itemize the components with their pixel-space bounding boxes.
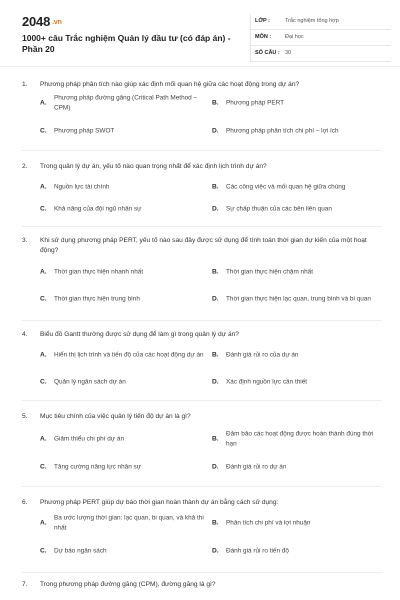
option-letter: B. — [212, 435, 219, 443]
question-divider — [22, 226, 382, 227]
option-text: Quản lý ngân sách dự án — [54, 378, 126, 386]
option-a[interactable] — [40, 261, 200, 283]
option-text: Phương pháp phân tích chi phí – lợi ích — [226, 127, 339, 135]
option-b[interactable] — [212, 512, 372, 534]
option-text: Phân tích chi phí và lợi nhuận — [226, 519, 311, 527]
question-text: Phương pháp PERT giúp dự báo thời gian hoàn thành dự án bằng cách sử dụng: — [40, 499, 279, 506]
option-d[interactable] — [212, 288, 372, 310]
document-title: 1000+ câu Trắc nghiệm Quản lý đầu tư (có đáp án) - Phần 20 — [22, 33, 231, 54]
option-letter: A. — [40, 99, 47, 107]
question-text: Trong phương pháp đường găng (CPM), đường găng là gì? — [40, 581, 216, 588]
option-letter: C. — [40, 205, 47, 213]
option-text: Đảm bảo các hoạt động được hoàn thành đúng thời hạn — [226, 430, 374, 447]
option-text: Xác định nguồn lực cần thiết — [226, 378, 308, 386]
option-c[interactable] — [40, 288, 200, 310]
question-number: 5. — [22, 413, 28, 420]
option-text: Đánh giá rủi ro dự án — [226, 463, 287, 471]
question-number: 7. — [22, 581, 28, 588]
option-b[interactable] — [212, 428, 372, 450]
option-letter: A. — [40, 519, 47, 527]
option-text: Thời gian thực hiện nhanh nhất — [54, 268, 144, 276]
option-text: Dự báo ngân sách — [54, 547, 107, 555]
meta-value: Đại học — [285, 34, 304, 40]
option-letter: D. — [212, 127, 219, 135]
option-letter: D. — [212, 378, 219, 386]
question-number: 1. — [22, 81, 28, 88]
option-letter: B. — [212, 183, 219, 191]
meta-row-subject — [251, 30, 391, 46]
question-divider — [22, 486, 382, 487]
option-b[interactable] — [212, 261, 372, 283]
option-b[interactable] — [212, 344, 372, 366]
option-a[interactable] — [40, 176, 200, 198]
question-number: 4. — [22, 331, 28, 338]
page-header — [0, 0, 400, 66]
site-logo[interactable] — [22, 14, 62, 29]
meta-row-count — [251, 46, 391, 62]
option-text: Phương pháp PERT — [226, 99, 285, 107]
option-c[interactable] — [40, 198, 200, 220]
option-text: Thời gian thực hiện lạc quan, trung bình và bi quan — [226, 295, 371, 303]
option-letter: A. — [40, 183, 47, 191]
question-number: 2. — [22, 163, 28, 170]
option-text: Thời gian thực hiện chậm nhất — [226, 268, 313, 276]
option-text: Phương pháp SWOT — [54, 127, 115, 135]
question-divider — [22, 320, 382, 321]
option-text: Phương pháp đường găng (Critical Path Method – CPM) — [54, 94, 198, 111]
option-letter: C. — [40, 127, 47, 135]
option-letter: B. — [212, 99, 219, 107]
option-letter: A. — [40, 268, 47, 276]
meta-key: MÔN : — [255, 34, 272, 40]
option-text: Nguồn lực tài chính — [54, 183, 110, 191]
option-letter: C. — [40, 378, 47, 386]
option-text: Tăng cường năng lực nhân sự — [54, 463, 142, 471]
meta-key: LỚP : — [255, 18, 270, 24]
option-text: Ba ước lượng thời gian: lạc quan, bi quan, và khả thi nhất — [54, 514, 204, 531]
question-divider — [22, 150, 382, 151]
option-letter: C. — [40, 547, 47, 555]
option-text: Đánh giá rủi ro tiến độ — [226, 547, 289, 555]
option-text: Thời gian thực hiện trung bình — [54, 295, 140, 303]
meta-table — [250, 14, 391, 62]
option-letter: D. — [212, 547, 219, 555]
meta-key: SỐ CÂU : — [255, 50, 280, 56]
option-letter: D. — [212, 205, 219, 213]
option-text: Sự chấp thuận của các bên liên quan — [226, 205, 332, 213]
meta-row-class — [251, 14, 391, 30]
option-d[interactable] — [212, 371, 372, 393]
header-divider — [0, 66, 400, 67]
meta-value: 30 — [285, 50, 292, 56]
option-letter: B. — [212, 268, 219, 276]
question-number: 6. — [22, 499, 28, 506]
option-letter: A. — [40, 351, 47, 359]
option-text: Các công việc và mối quan hệ giữa chúng — [226, 183, 346, 191]
option-a[interactable] — [40, 428, 200, 450]
option-text: Đánh giá rủi ro của dự án — [226, 351, 299, 359]
option-d[interactable] — [212, 120, 372, 142]
option-b[interactable] — [212, 92, 372, 114]
logo-main: 2048 — [22, 14, 51, 29]
logo-tld: .vn — [52, 19, 62, 26]
option-letter: A. — [40, 435, 47, 443]
meta-value: Trắc nghiệm tổng hợp — [285, 18, 339, 24]
option-letter: C. — [40, 295, 47, 303]
option-letter: B. — [212, 351, 219, 359]
option-b[interactable] — [212, 176, 372, 198]
option-letter: D. — [212, 463, 219, 471]
option-a[interactable] — [40, 512, 204, 534]
option-letter: D. — [212, 295, 219, 303]
option-text: Khả năng của đội ngũ nhân sự — [54, 205, 142, 213]
option-letter: C. — [40, 463, 47, 471]
option-a[interactable] — [40, 344, 204, 366]
question-text: Mục tiêu chính của việc quản lý tiến độ dự án là gì? — [40, 413, 191, 420]
question-number: 3. — [22, 237, 28, 244]
option-c[interactable] — [40, 540, 200, 562]
question-text: Phương pháp phân tích nào giúp xác định mối quan hệ giữa các hoạt động trong dự án? — [40, 81, 300, 88]
option-c[interactable] — [40, 371, 200, 393]
option-text: Hiển thị lịch trình và tiến độ của các hoạt động dự án — [54, 351, 204, 359]
option-letter: B. — [212, 519, 219, 527]
option-d[interactable] — [212, 456, 372, 478]
option-d[interactable] — [212, 198, 372, 220]
option-text: Giảm thiểu chi phí dự án — [54, 435, 124, 443]
question-text: Biểu đồ Gantt thường được sử dụng để làm gì trong quản lý dự án? — [40, 331, 239, 338]
question-divider — [22, 572, 382, 573]
question-text: Khi sử dụng phương pháp PERT, yếu tố nào sau đây được sử dụng để tính toán thời gian dự kiến của một hoạt động? — [40, 237, 367, 254]
question-divider — [22, 400, 382, 401]
option-d[interactable] — [212, 540, 372, 562]
question-text: Trong quản lý dự án, yếu tố nào quan trọng nhất để xác định lịch trình dự án? — [40, 163, 267, 170]
option-c[interactable] — [40, 456, 200, 478]
option-c[interactable] — [40, 120, 200, 142]
option-a[interactable] — [40, 92, 200, 114]
